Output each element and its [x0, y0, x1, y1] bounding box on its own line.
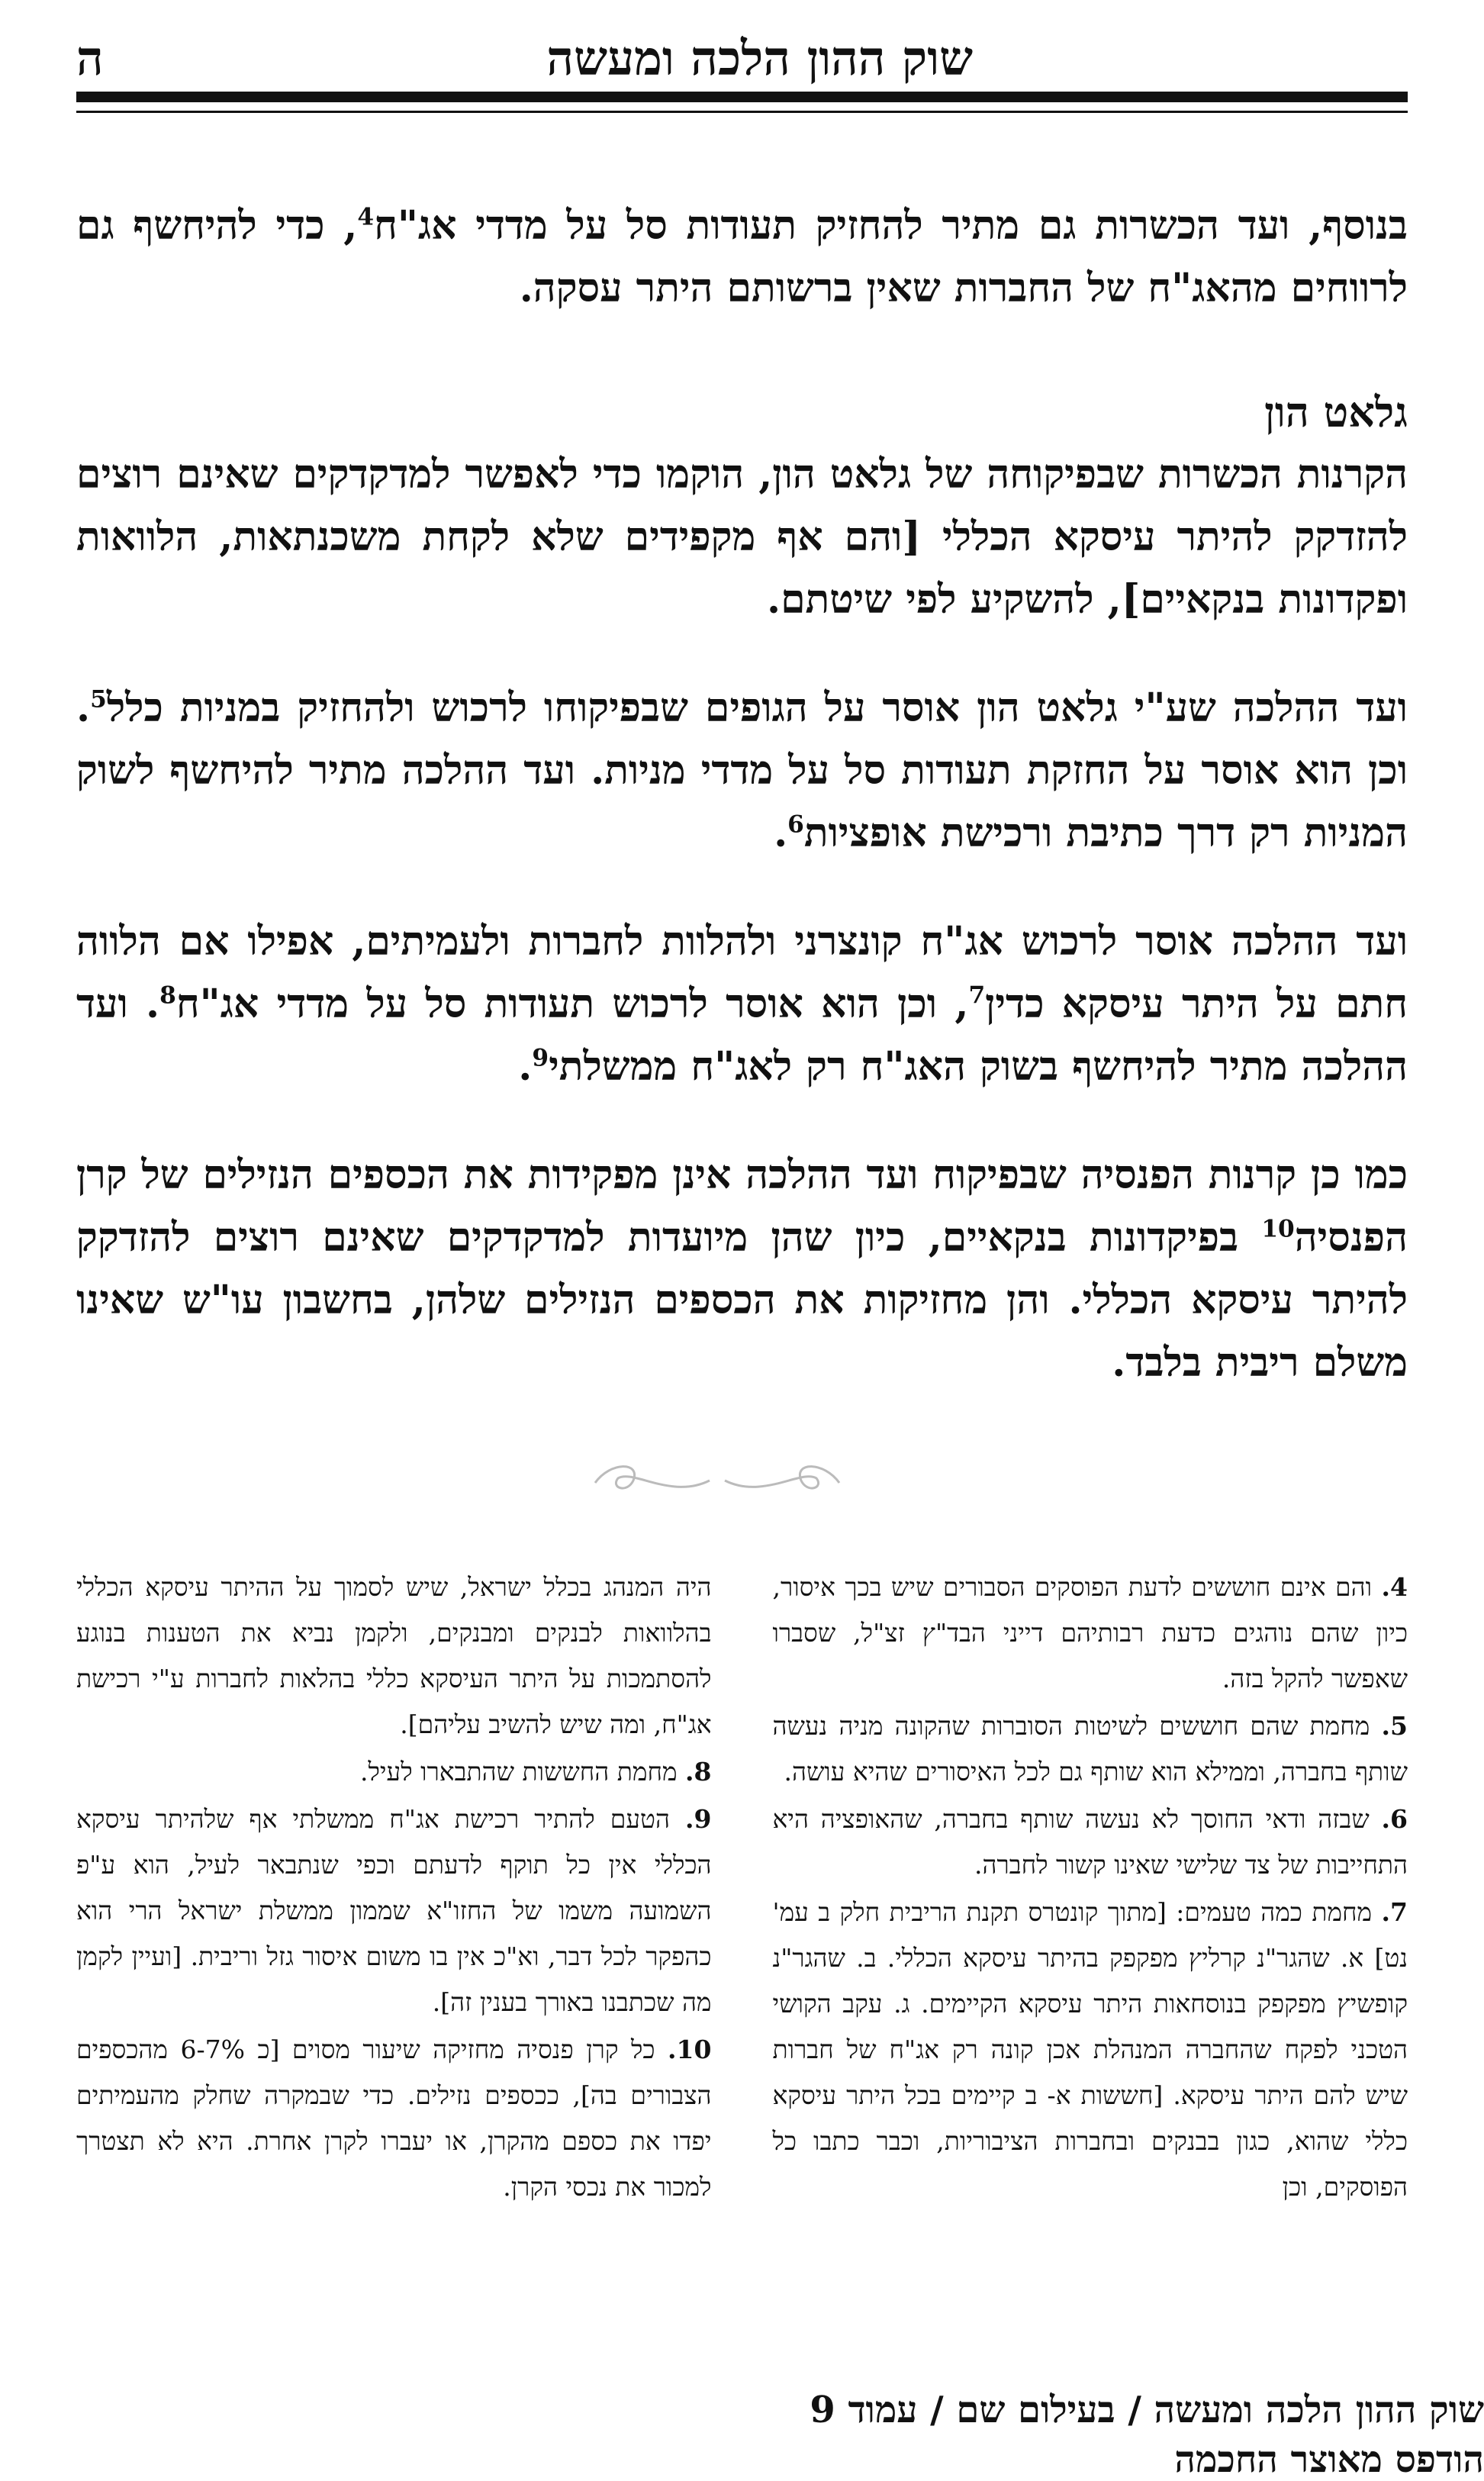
footnote: 7. מחמת כמה טעמים: [מתוך קונטרס תקנת הריבית חלק ב עמ' נט] א. שהגר"נ קרליץ מפקפק בהיתר עיסקא הכללי. ב. שהגר"נ קופשיץ מפקפק בנוסחאות היתר עיסקא הקיימים. ג. עקב הקושי הטכני לפקח שהחברה המנהלת אכן קונה רק אג"ח של חברות שיש להם היתר עיסקא. [חששות א- ב קיימים בכל היתר עיסקא כללי שהוא, כגון בבנקים ובחברות הציבוריות, וכבר כתבו כל הפוסקים, וכן	[772, 1897, 1408, 2202]
page-letter: ה	[76, 31, 104, 86]
footnote: 6. שבזה ודאי החוסך לא נעשה שותף בחברה, שהאופציה היא התחייבות של צד שלישי שאינו קשור לחברה.	[772, 1804, 1408, 1880]
source-footer-line1: שוק ההון הלכה ומעשה / בעילום שם / עמוד 9	[810, 2389, 1484, 2431]
footnote-ref[interactable]: 5	[90, 685, 107, 714]
paragraph-1: הקרנות הכשרות שבפיקוחה של גלאט הון, הוקמו כדי לאפשר למדקדקים שאינם רוצים להזדקק להיתר עיסקא הכללי [והם אף מקפידים שלא לקחת משכנתאות, הלוואות ופקדונות בנקאיים], להשקיע לפי שיטתם.	[76, 451, 1408, 623]
footnote-ref[interactable]: 10	[1261, 1215, 1295, 1243]
footnote: 8. מחמת החששות שהתבארו לעיל.	[359, 1757, 712, 1787]
header-rule-thin	[76, 111, 1408, 113]
running-title: שוק ההון הלכה ומעשה	[546, 31, 973, 86]
footnote: 4. והם אינם חוששים לדעת הפוסקים הסבורים שיש בכך איסור, כיון שהם נוהגים כדעת רבותיהם דייני הבד"ץ זצ"ל, שסברו שאפשר להקל בזה.	[772, 1572, 1408, 1693]
footnote: 10. כל קרן פנסיה מחזיקה שיעור מסוים [כ 6-7% מהכספים הצבורים בה], ככספים נזילים. כדי שבמקרה שחלק מהעמיתים יפדו את כספם מהקרן, או יעברו לקרן אחרת. היא לא תצטרך למכור את נכסי הקרן.	[76, 2035, 712, 2202]
footnote: 9. הטעם להתיר רכישת אג"ח ממשלתי אף שלהיתר עיסקא הכללי אין כל תוקף לדעתם וכפי שנתבאר לעיל, הוא ע"פ השמועה משמו של החזו"א שממון ממשלת ישראל הרי הוא כהפקר לכל דבר, וא"כ אין בו משום איסור גזל וריבית. [ועיין לקמן מה שכתבנו באורך בענין זה].	[76, 1804, 712, 2017]
footnote-ref[interactable]: 8	[159, 981, 176, 1010]
flourish-ornament	[587, 1454, 847, 1507]
section-heading: גלאט הון	[1264, 388, 1408, 437]
paragraph-3: ועד ההלכה אוסר לרכוש אג"ח קונצרני ולהלוות לחברות ולעמיתים, אפילו אם הלווה חתם על היתר עיסקא כדין$^7$, וכן הוא אוסר לרכוש תעודות סל על מדדי אג"ח$^8$. ועד ההלכה מתיר להיחשף בשוק האג"ח רק לאג"ח ממשלתי$^9$.	[76, 918, 1408, 1090]
main-text	[76, 195, 1408, 1440]
footnote-ref[interactable]: 4	[357, 203, 375, 231]
footnote-ref[interactable]: 9	[532, 1044, 549, 1072]
footnote-ref[interactable]: 6	[787, 810, 804, 839]
footnote-ref[interactable]: 7	[968, 981, 986, 1010]
footnotes-right-column	[773, 1564, 1408, 2343]
footnotes-left-column	[76, 1564, 712, 2343]
footnote: 5. מחמת שהם חוששים לשיטות הסוברות שהקונה מניה נעשה שותף בחברה, וממילא הוא שותף גם לכל האיסורים שהיא עושה.	[772, 1711, 1408, 1787]
paragraph-2: ועד ההלכה שע"י גלאט הון אוסר על הגופים שבפיקוחו לרכוש ולהחזיק במניות כלל$^5$. וכן הוא אוסר על החזקת תעודות סל על מדדי מניות. ועד ההלכה מתיר להיחשף לשוק המניות רק דרך כתיבת ורכישת אופציות$^6$.	[76, 685, 1408, 856]
header-rule-thick	[76, 92, 1408, 102]
footnote: היה המנהג בכלל ישראל, שיש לסמוך על ההיתר עיסקא הכללי בהלוואות לבנקים ומבנקים, ולקמן נביא את הטענות בנוגע להסתמכות על היתר העיסקא כללי בהלאות לחברות ע"י רכישת אג"ח, ומה שיש להשיב עליהם].	[76, 1572, 712, 1739]
intro-paragraph: בנוסף, ועד הכשרות גם מתיר להחזיק תעודות סל על מדדי אג"ח$^4$, כדי להיחשף גם לרווחים מהאג"ח של החברות שאין ברשותם היתר עסקה.	[76, 202, 1408, 311]
source-footer-line2: הודפס מאוצר החכמה	[1174, 2438, 1484, 2481]
paragraph-4: כמו כן קרנות הפנסיה שבפיקוח ועד ההלכה אינן מפקידות את הכספים הנזילים של קרן הפנסיה$^{10}$ בפיקדונות בנקאיים, כיון שהן מיועדות למדקדקים שאינם רוצים להזדקק להיתר עיסקא הכללי. והן מחזיקות את הכספים הנזילים שלהן, בחשבון עו"ש שאינו משלם ריבית בלבד.	[76, 1152, 1408, 1386]
footnotes	[76, 1564, 1408, 2343]
